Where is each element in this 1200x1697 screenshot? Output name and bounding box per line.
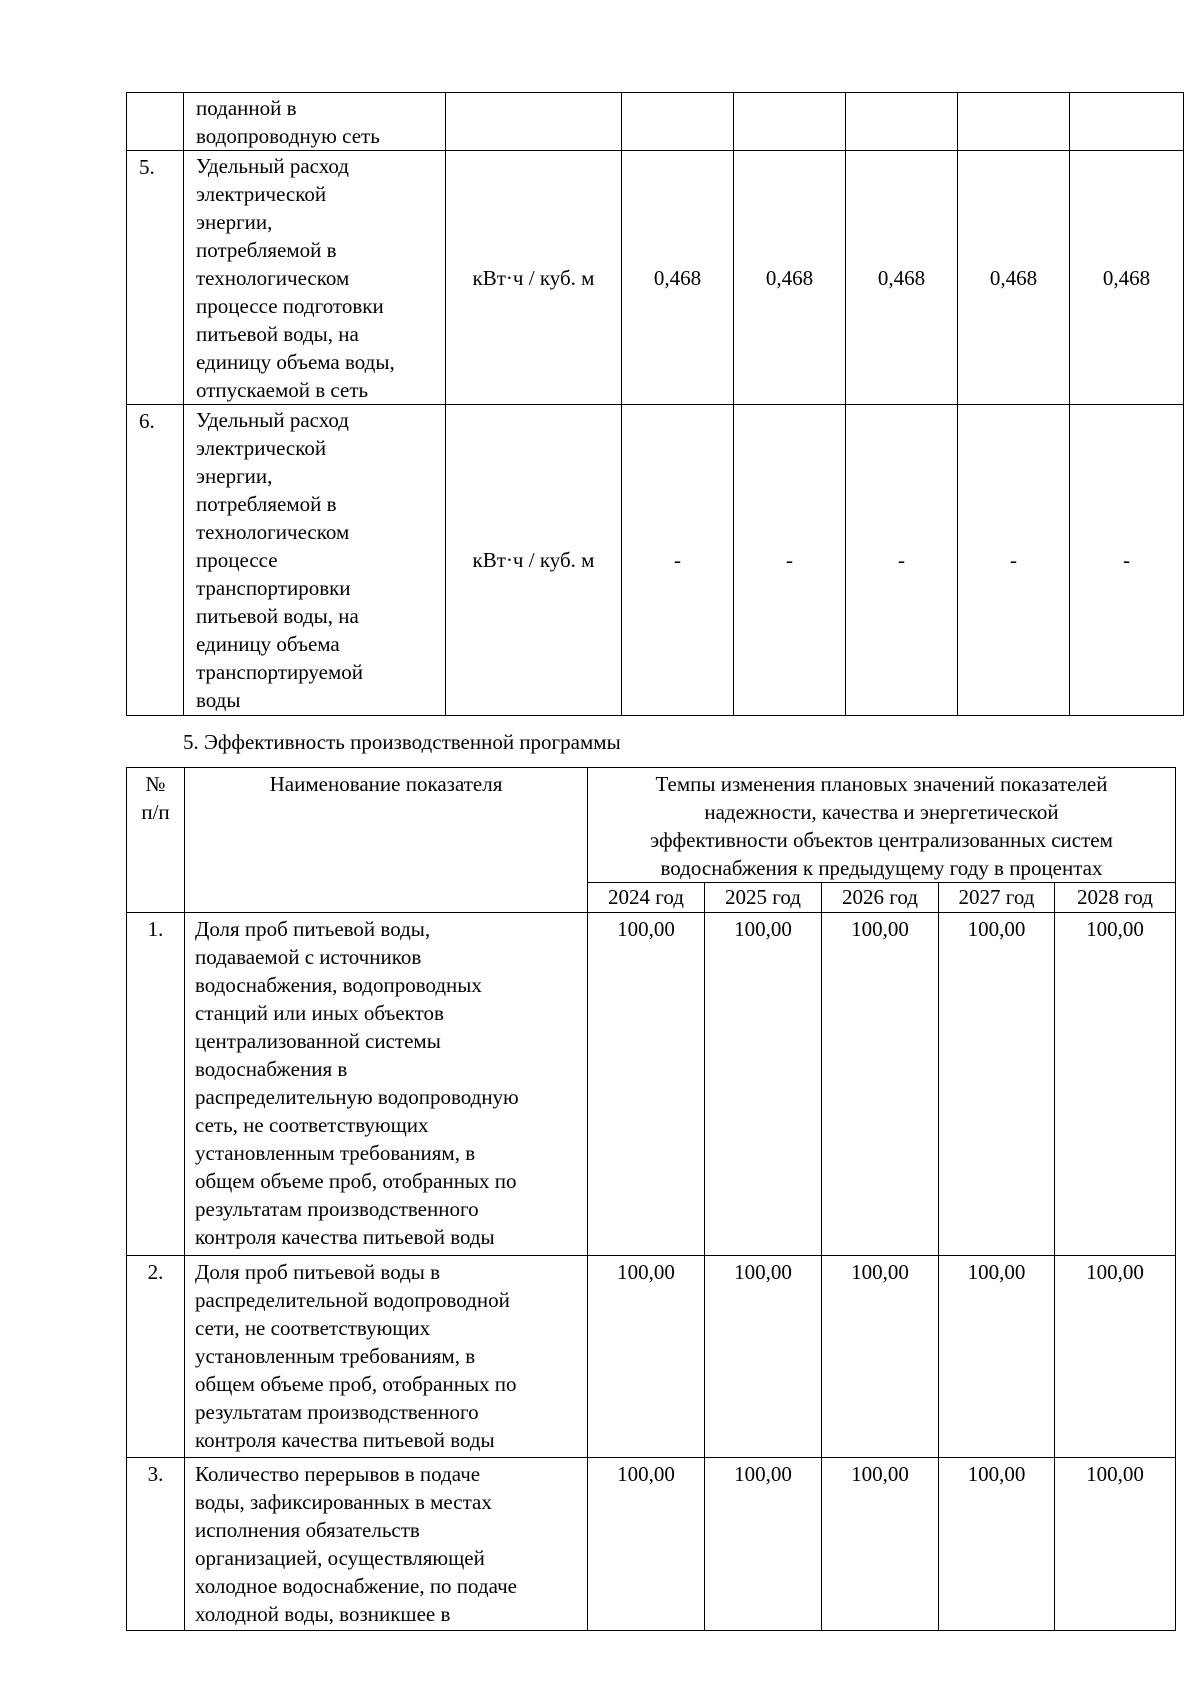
table-row <box>127 913 1176 1256</box>
table-row <box>127 405 1184 716</box>
header-year: 2024 год <box>588 883 705 913</box>
value-cell: 100,00 <box>822 913 939 1256</box>
value-cell: 100,00 <box>822 1458 939 1631</box>
value-cell: 100,00 <box>588 913 705 1256</box>
unit-cell <box>446 93 622 151</box>
header-year: 2025 год <box>705 883 822 913</box>
header-year: 2028 год <box>1055 883 1176 913</box>
value-cell: - <box>1070 405 1184 716</box>
value-cell: 0,468 <box>734 151 846 405</box>
unit-cell: кВт·ч / куб. м <box>446 151 622 405</box>
value-cell <box>958 93 1070 151</box>
indicator-name: поданной в водопроводную сеть <box>184 93 446 151</box>
indicators-table-continuation <box>126 92 1184 716</box>
header-number: № п/п <box>127 768 185 913</box>
indicator-name: Количество перерывов в подаче воды, зафиксированных в местах исполнения обязательств организацией, осуществляющей холодное водоснабжение, по подаче холодной воды, возникшее в <box>185 1458 588 1631</box>
row-number: 6. <box>127 405 184 716</box>
value-cell: 100,00 <box>705 1458 822 1631</box>
value-cell: 0,468 <box>958 151 1070 405</box>
value-cell: 0,468 <box>1070 151 1184 405</box>
indicator-name: Удельный расход электрической энергии, потребляемой в технологическом процессе транспортировки питьевой воды, на единицу объема транспортируемой воды <box>184 405 446 716</box>
table-row <box>127 93 1184 151</box>
section-title: 5. Эффективность производственной программы <box>183 730 621 754</box>
header-year: 2026 год <box>822 883 939 913</box>
header-indicator-name: Наименование показателя <box>185 768 588 913</box>
header-year: 2027 год <box>939 883 1055 913</box>
value-cell: 100,00 <box>705 913 822 1256</box>
value-cell: 100,00 <box>705 1256 822 1458</box>
value-cell <box>846 93 958 151</box>
value-cell <box>1070 93 1184 151</box>
indicator-name: Удельный расход электрической энергии, потребляемой в технологическом процессе подготовки питьевой воды, на единицу объема воды, отпускаемой в сеть <box>184 151 446 405</box>
indicator-name: Доля проб питьевой воды, подаваемой с источников водоснабжения, водопроводных станций или иных объектов централизованной системы водоснабжения в распределительную водопроводную сеть, не соответствующих установленным требованиям, в общем объеме проб, отобранных по результатам производственного контроля качества питьевой воды <box>185 913 588 1256</box>
table-row <box>127 1458 1176 1631</box>
value-cell: 0,468 <box>846 151 958 405</box>
table-row <box>127 1256 1176 1458</box>
value-cell: 100,00 <box>939 1458 1055 1631</box>
row-number: 2. <box>127 1256 185 1458</box>
value-cell: - <box>846 405 958 716</box>
program-efficiency-table <box>126 767 1176 1631</box>
value-cell: 100,00 <box>939 913 1055 1256</box>
value-cell <box>622 93 734 151</box>
header-change-rates: Темпы изменения плановых значений показателей надежности, качества и энергетической эффективности объектов централизованных систем водоснабжения к предыдущему году в процентах <box>588 768 1176 883</box>
value-cell: - <box>734 405 846 716</box>
row-number: 5. <box>127 151 184 405</box>
value-cell: - <box>622 405 734 716</box>
value-cell: 100,00 <box>588 1256 705 1458</box>
row-number: 3. <box>127 1458 185 1631</box>
indicator-name: Доля проб питьевой воды в распределительной водопроводной сети, не соответствующих установленным требованиям, в общем объеме проб, отобранных по результатам производственного контроля качества питьевой воды <box>185 1256 588 1458</box>
value-cell: 100,00 <box>1055 1458 1176 1631</box>
header-row <box>127 768 1176 883</box>
value-cell: 100,00 <box>822 1256 939 1458</box>
unit-cell: кВт·ч / куб. м <box>446 405 622 716</box>
value-cell: 0,468 <box>622 151 734 405</box>
value-cell: 100,00 <box>1055 913 1176 1256</box>
row-number: 1. <box>127 913 185 1256</box>
value-cell: 100,00 <box>1055 1256 1176 1458</box>
value-cell: 100,00 <box>939 1256 1055 1458</box>
value-cell: - <box>958 405 1070 716</box>
value-cell: 100,00 <box>588 1458 705 1631</box>
row-number <box>127 93 184 151</box>
value-cell <box>734 93 846 151</box>
table-row <box>127 151 1184 405</box>
